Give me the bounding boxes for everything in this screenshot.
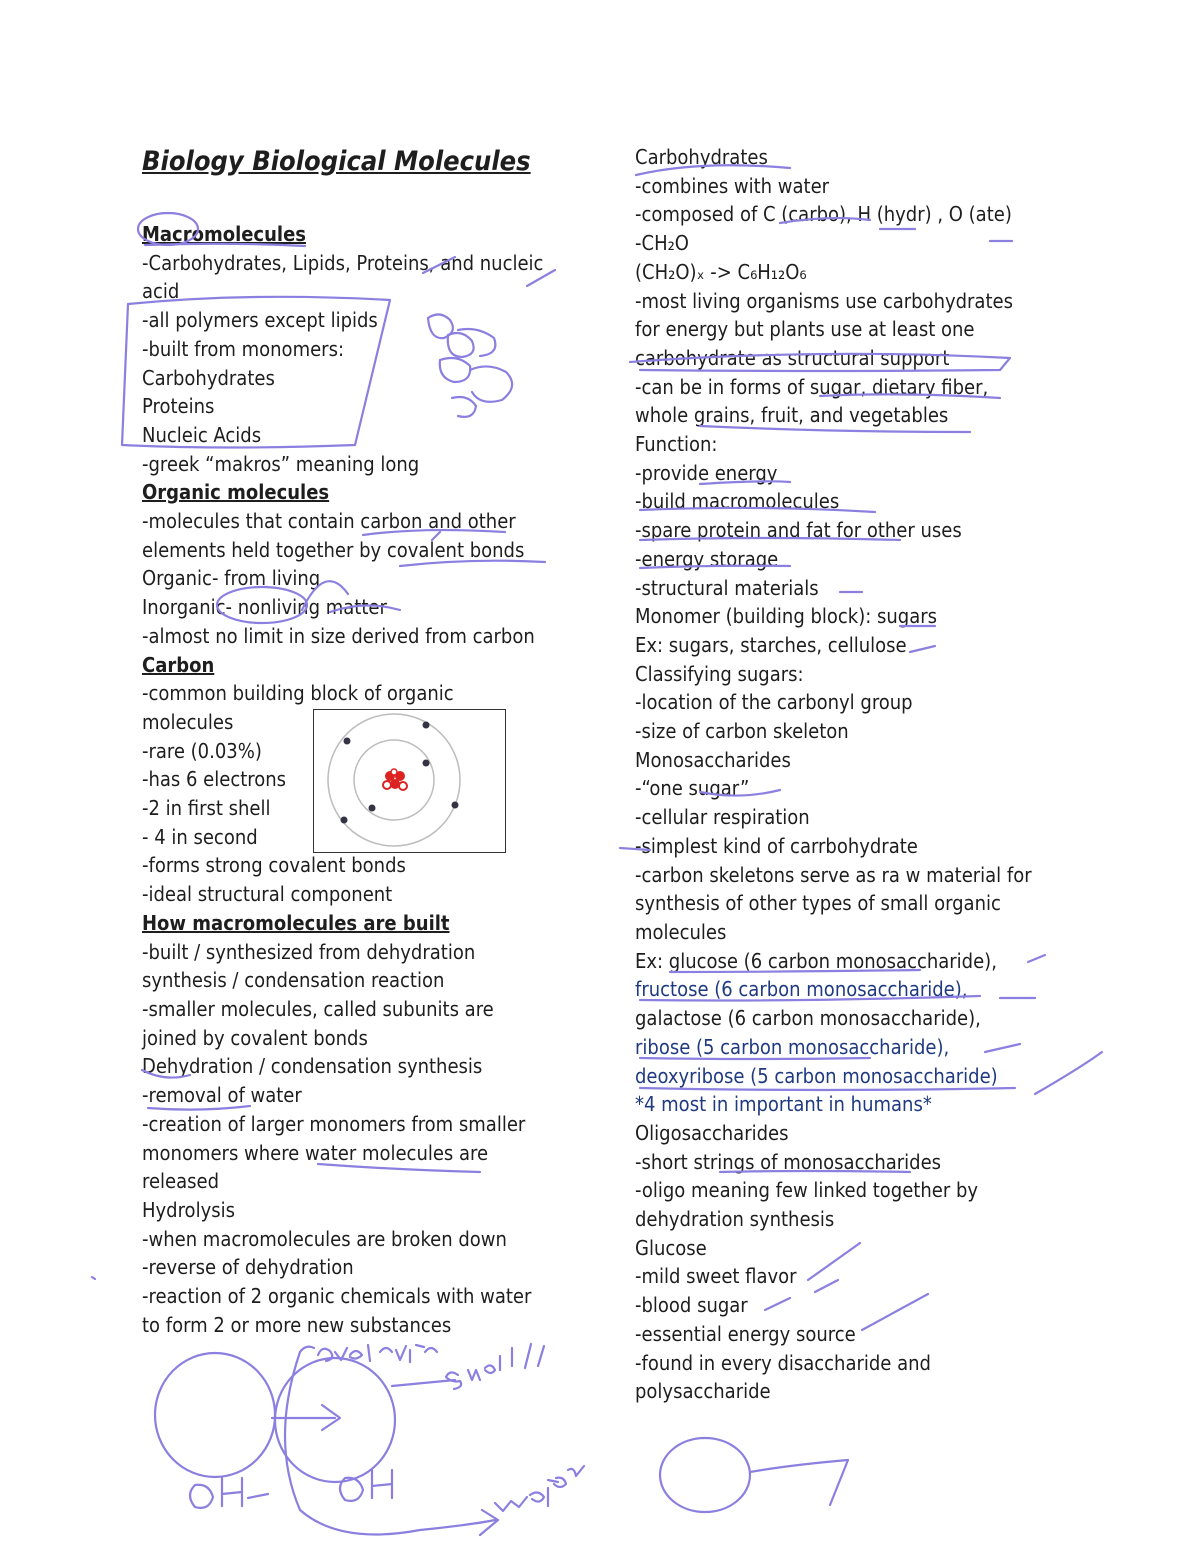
right-column-line: -structural materials [635,575,819,600]
right-column-line: -carbon skeletons serve as ra w material for [635,862,1032,887]
right-column-line: -size of carbon skeleton [635,719,849,744]
left-column-line: -smaller molecules, called subunits are [142,996,494,1021]
right-column-line: -oligo meaning few linked together by [635,1178,979,1203]
left-column-line: Hydrolysis [142,1197,235,1222]
right-column-line: Monosaccharides [635,747,791,772]
left-column-line: Proteins [142,394,215,419]
right-column-line: Monomer (building block): sugars [635,604,938,629]
right-column-line: Function: [635,432,718,457]
right-column-line: synthesis of other types of small organic [635,891,1001,916]
left-column-line: monomers where water molecules are [142,1140,489,1165]
right-column-line: (CH₂O)ₓ -> C₆H₁₂O₆ [635,259,807,284]
right-column-line: -CH₂O [635,231,689,256]
right-column-line: -cellular respiration [635,805,810,830]
left-column-line: Carbohydrates [142,365,275,390]
right-column-line: deoxyribose (5 carbon monosaccharide) [635,1063,998,1088]
right-column-line: Classifying sugars: [635,661,804,686]
left-column-line: -2 in first shell [142,796,271,821]
right-column-line: -provide energy [635,460,778,485]
right-column-line: fructose (6 carbon monosaccharide), [635,977,968,1002]
right-column-line: whole grains, fruit, and vegetables [635,403,949,428]
right-column-line: -location of the carbonyl group [635,690,913,715]
left-column-line: released [142,1169,220,1194]
right-column-line: for energy but plants use at least one [635,317,975,342]
right-column-line: Carbohydrates [635,145,768,169]
left-column-line: -forms strong covalent bonds [142,853,406,878]
left-column-line: -has 6 electrons [142,767,287,792]
left-column-line: -greek “makros” meaning long [142,451,420,476]
right-column-line: -essential energy source [635,1321,856,1346]
right-column-line: -simplest kind of carrbohydrate [635,833,918,858]
right-column-line: -found in every disaccharide and [635,1350,931,1375]
right-column [635,143,1075,1406]
left-column-line: -reverse of dehydration [142,1255,354,1280]
left-column-line: How macromolecules are built [142,910,450,935]
left-column-line: -almost no limit in size derived from carbon [142,623,535,648]
left-column-line: -rare (0.03%) [142,738,262,763]
right-column-line: Ex: sugars, starches, cellulose [635,632,907,657]
left-column-line: molecules [142,709,234,734]
right-column-line: molecules [635,919,727,944]
page-title: Biology Biological Molecules [142,146,531,177]
left-column-line: elements held together by covalent bonds [142,537,525,562]
left-column-line: Inorganic- nonliving matter [142,595,387,620]
carbon-atom-diagram [313,709,506,853]
left-column-line: synthesis / condensation reaction [142,968,445,993]
right-column-line: ribose (5 carbon monosaccharide), [635,1034,950,1059]
right-column-line: -energy storage [635,546,779,571]
left-column-line: - 4 in second [142,824,258,849]
left-column-line: acid [142,279,180,304]
left-column-line: Organic- from living [142,566,321,591]
left-column-line: -removal of water [142,1083,302,1108]
left-column-line: joined by covalent bonds [142,1025,368,1050]
left-column-line: -Carbohydrates, Lipids, Proteins, and nucleic [142,250,544,275]
right-column-line: galactose (6 carbon monosaccharide), [635,1006,981,1031]
right-column-line: carbohydrate as structural support [635,345,950,370]
right-column-line: -“one sugar” [635,776,750,801]
left-column-line: Carbon [142,652,215,677]
right-column-line: -combines with water [635,173,830,198]
left-column-line: -built / synthesized from dehydration [142,939,476,964]
left-column-line: -molecules that contain carbon and other [142,509,516,534]
left-column-line: Nucleic Acids [142,422,262,447]
left-column-line: -when macromolecules are broken down [142,1226,507,1251]
right-column-line: Glucose [635,1235,707,1260]
right-column-line: -build macromolecules [635,489,840,514]
left-column-line: to form 2 or more new substances [142,1312,452,1337]
right-column-line: -mild sweet flavor [635,1264,797,1289]
right-column-line: dehydration synthesis [635,1207,835,1232]
left-column-line: Dehydration / condensation synthesis [142,1054,483,1079]
left-column-line: -creation of larger monomers from smaller [142,1111,526,1136]
right-column-line: -composed of C (carbo), H (hydr) , O (ate) [635,202,1012,227]
left-column-line: Organic molecules [142,480,330,505]
carbon-atom-icon [314,710,505,852]
right-column-line: -short strings of monosaccharides [635,1149,942,1174]
right-column-line: Ex: glucose (6 carbon monosaccharide), [635,948,997,973]
right-column-line: -blood sugar [635,1293,748,1318]
right-column-line: -spare protein and fat for other uses [635,518,962,543]
left-column-line: -reaction of 2 organic chemicals with water [142,1284,532,1309]
right-column-line: Oligosaccharides [635,1120,789,1145]
right-column-line: *4 most in important in humans* [635,1092,932,1117]
right-column-line: -can be in forms of sugar, dietary fiber, [635,374,989,399]
left-column-line: Macromolecules [142,222,306,246]
left-column-line: -all polymers except lipids [142,308,378,333]
right-column-line: -most living organisms use carbohydrates [635,288,1013,313]
left-column-line: -ideal structural component [142,882,393,907]
right-column-line: polysaccharide [635,1379,771,1404]
left-column-line: -built from monomers: [142,336,345,361]
left-column-line: -common building block of organic [142,681,454,706]
